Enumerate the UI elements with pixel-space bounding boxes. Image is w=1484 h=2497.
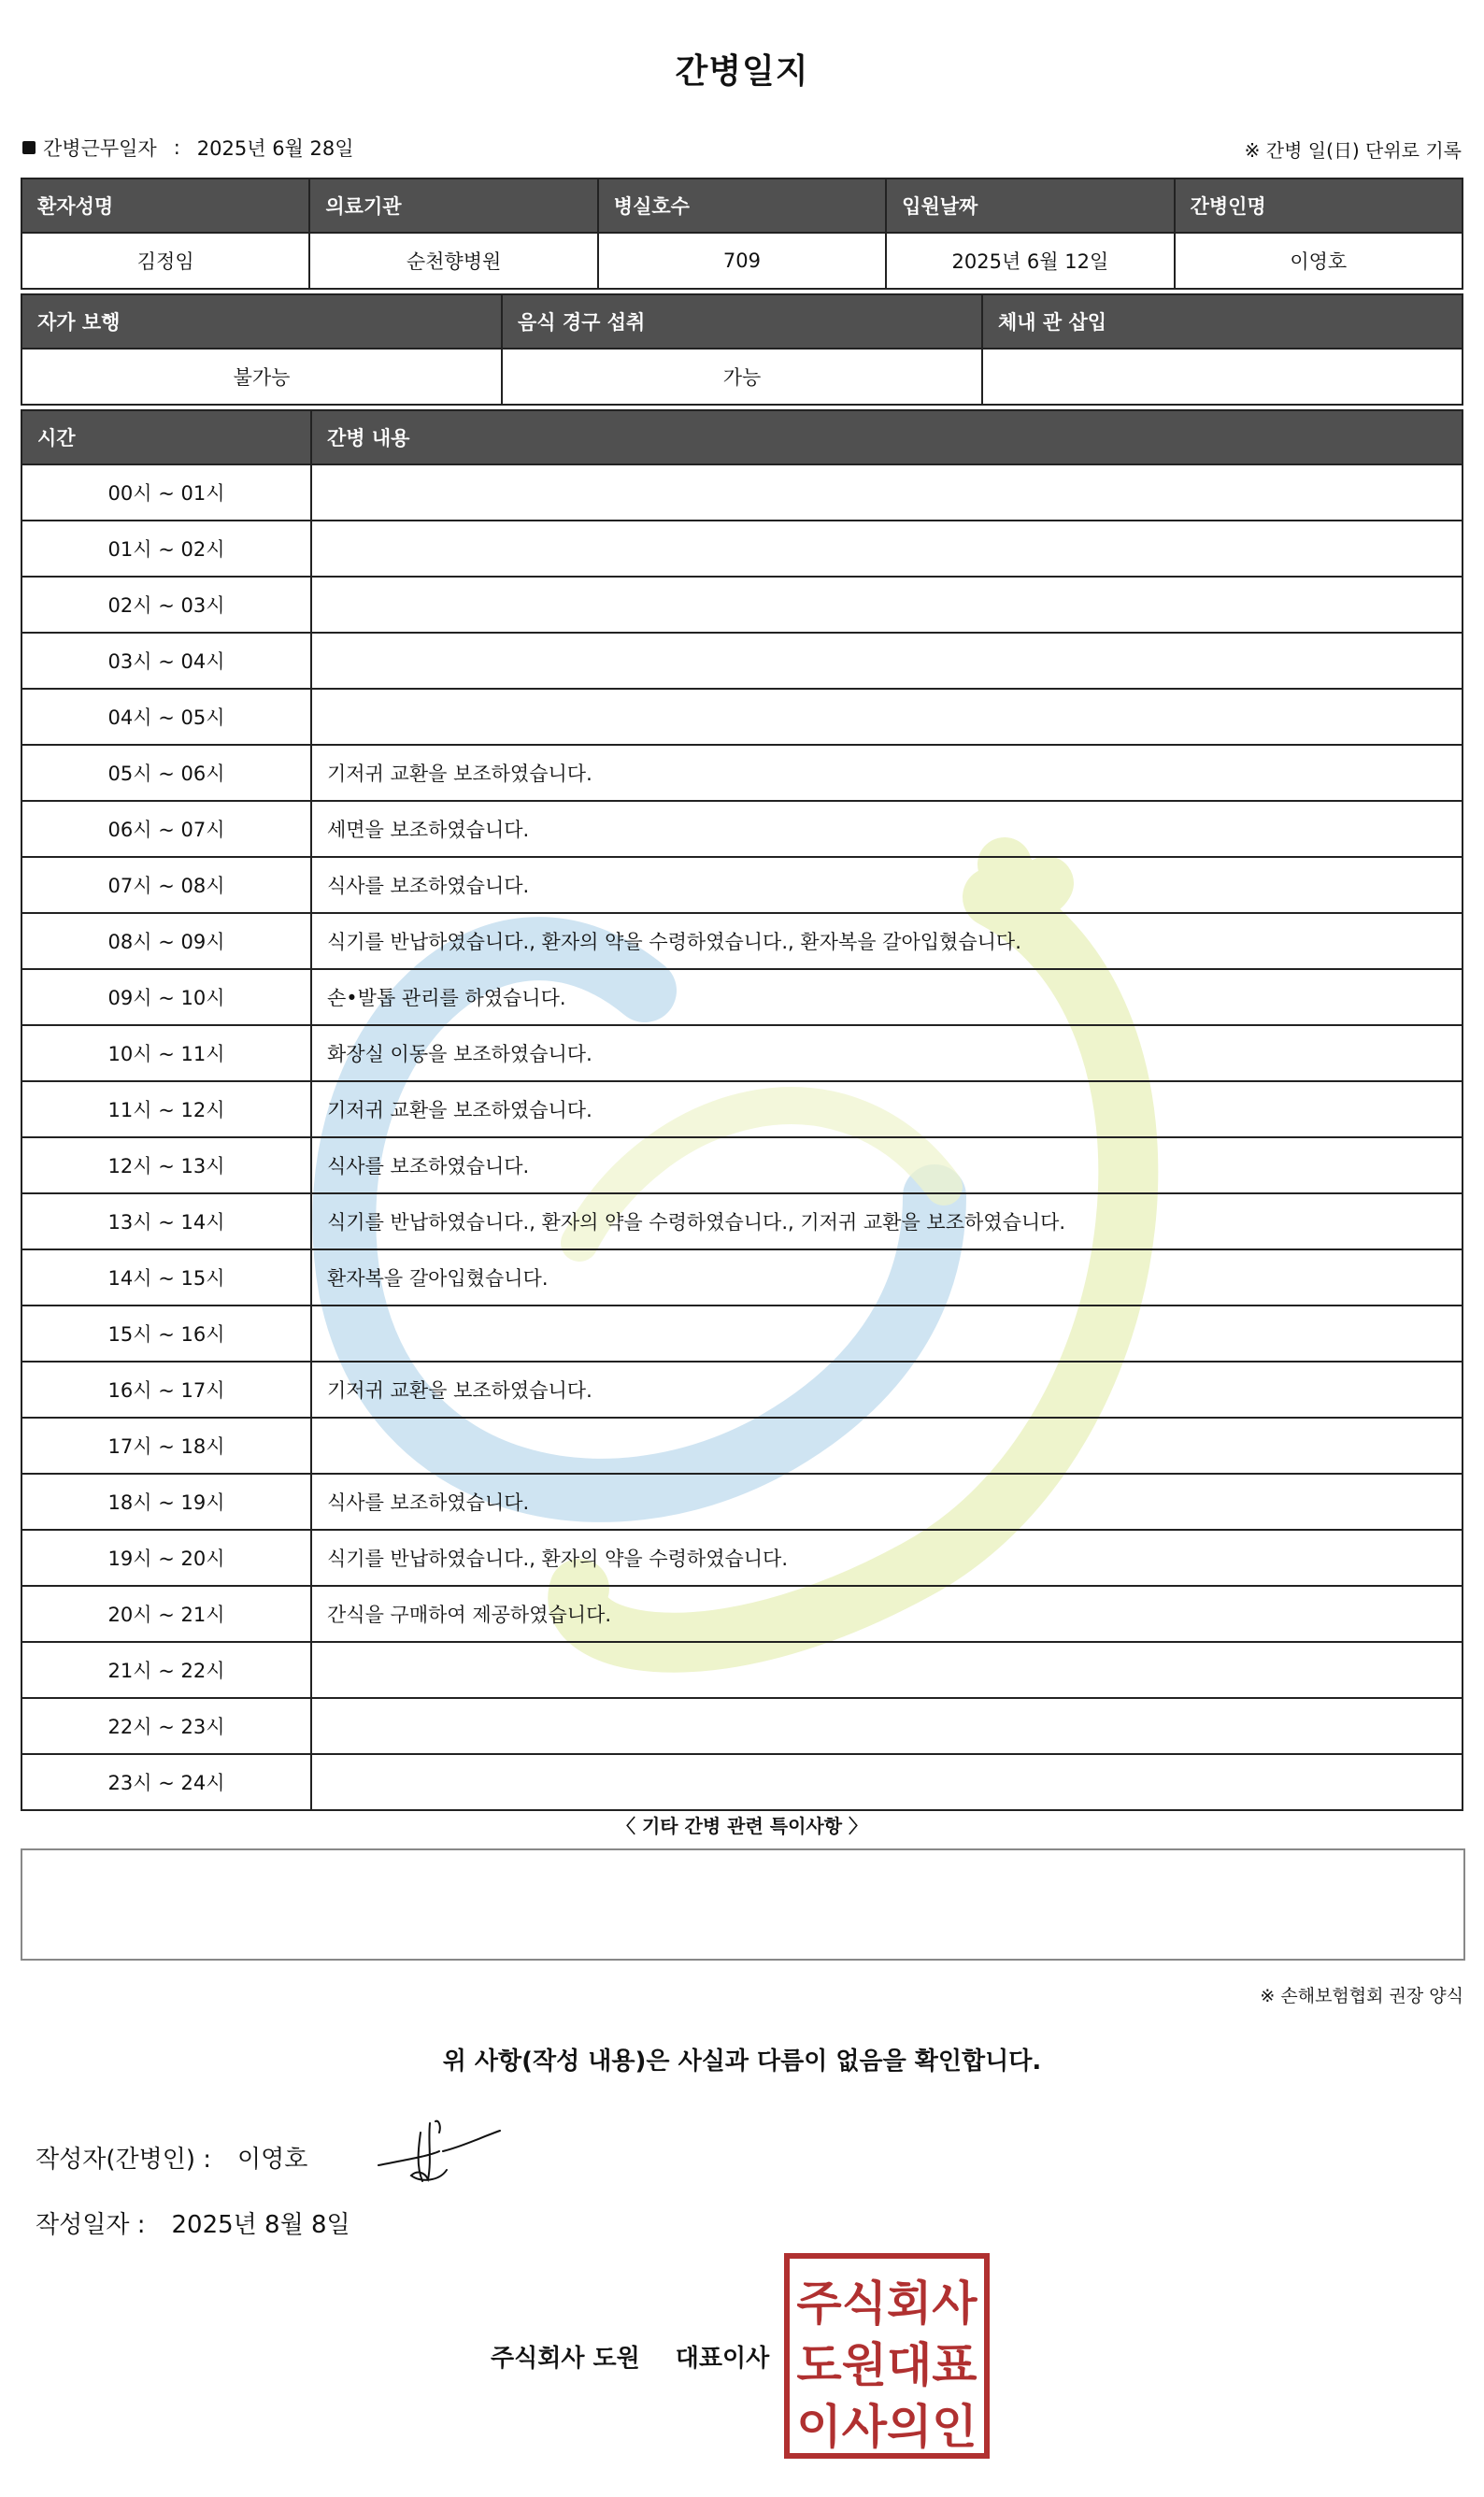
- time-cell: 05시 ~ 06시: [21, 745, 311, 801]
- header-patient-name: 환자성명: [21, 178, 309, 233]
- time-cell: 15시 ~ 16시: [21, 1306, 311, 1362]
- table-row: [21, 521, 1463, 577]
- time-cell: 13시 ~ 14시: [21, 1193, 311, 1249]
- content-cell: [311, 521, 1463, 577]
- patient-name-value: 김정임: [21, 233, 309, 289]
- writer-row: [36, 2140, 307, 2175]
- time-cell: 23시 ~ 24시: [21, 1754, 311, 1810]
- patient-status-table: [21, 293, 1463, 406]
- record-note: ※ 간병 일(日) 단위로 기록: [1244, 139, 1462, 162]
- time-cell: 06시 ~ 07시: [21, 801, 311, 857]
- table-row: [21, 1306, 1463, 1362]
- table-row: [21, 1530, 1463, 1586]
- table-row: [21, 913, 1463, 969]
- content-cell: [311, 633, 1463, 689]
- work-date-colon: :: [173, 136, 180, 159]
- care-log-table: [21, 409, 1463, 1811]
- time-cell: 09시 ~ 10시: [21, 969, 311, 1025]
- work-date-row: [22, 134, 354, 162]
- patient-info-header-row: [21, 178, 1463, 233]
- content-cell: 기저귀 교환을 보조하였습니다.: [311, 1081, 1463, 1137]
- time-cell: 18시 ~ 19시: [21, 1474, 311, 1530]
- company-name: 주식회사 도원: [491, 2345, 640, 2373]
- content-cell: 식기를 반납하였습니다., 환자의 약을 수령하였습니다., 기저귀 교환을 보조하였습니다.: [311, 1193, 1463, 1249]
- content-cell: 환자복을 갈아입혔습니다.: [311, 1249, 1463, 1306]
- table-row: [21, 1698, 1463, 1754]
- patient-status-value-row: [21, 349, 1463, 405]
- content-cell: [311, 464, 1463, 521]
- special-notes-box: [21, 1848, 1465, 1961]
- header-hospital: 의료기관: [309, 178, 597, 233]
- table-row: [21, 633, 1463, 689]
- header-room-number: 병실호수: [598, 178, 886, 233]
- content-cell: 식사를 보조하였습니다.: [311, 1137, 1463, 1193]
- work-date-value: 2025년 6월 28일: [196, 137, 354, 160]
- time-cell: 22시 ~ 23시: [21, 1698, 311, 1754]
- table-row: [21, 1754, 1463, 1810]
- content-cell: [311, 577, 1463, 633]
- table-row: [21, 1137, 1463, 1193]
- special-notes-title: 〈 기타 간병 관련 특이사항 〉: [616, 1815, 867, 1837]
- content-cell: [311, 1698, 1463, 1754]
- time-cell: 01시 ~ 02시: [21, 521, 311, 577]
- table-row: [21, 1418, 1463, 1474]
- room-number-value: 709: [598, 233, 886, 289]
- content-cell: 기저귀 교환을 보조하였습니다.: [311, 1362, 1463, 1418]
- content-cell: 세면을 보조하였습니다.: [311, 801, 1463, 857]
- tube-insertion-value: [982, 349, 1463, 405]
- time-cell: 07시 ~ 08시: [21, 857, 311, 913]
- care-log-header-row: [21, 410, 1463, 464]
- time-cell: 21시 ~ 22시: [21, 1642, 311, 1698]
- time-cell: 11시 ~ 12시: [21, 1081, 311, 1137]
- caregiver-name-value: 이영호: [1175, 233, 1463, 289]
- table-row: [21, 464, 1463, 521]
- table-row: [21, 1474, 1463, 1530]
- time-cell: 00시 ~ 01시: [21, 464, 311, 521]
- patient-info-value-row: [21, 233, 1463, 289]
- table-row: [21, 1249, 1463, 1306]
- table-row: [21, 1362, 1463, 1418]
- time-cell: 17시 ~ 18시: [21, 1418, 311, 1474]
- header-caregiver-name: 간병인명: [1175, 178, 1463, 233]
- company-row: [491, 2339, 769, 2374]
- oral-intake-value: 가능: [502, 349, 982, 405]
- table-row: [21, 577, 1463, 633]
- header-tube-insertion: 체내 관 삽입: [982, 294, 1463, 349]
- self-walking-value: 불가능: [21, 349, 502, 405]
- hospital-value: 순천향병원: [309, 233, 597, 289]
- content-cell: 화장실 이동을 보조하였습니다.: [311, 1025, 1463, 1081]
- content-cell: [311, 1418, 1463, 1474]
- time-cell: 12시 ~ 13시: [21, 1137, 311, 1193]
- patient-status-header-row: [21, 294, 1463, 349]
- written-date-row: [36, 2205, 350, 2240]
- time-cell: 19시 ~ 20시: [21, 1530, 311, 1586]
- table-row: [21, 801, 1463, 857]
- seal-line-3: 이사의인: [796, 2400, 977, 2454]
- time-cell: 02시 ~ 03시: [21, 577, 311, 633]
- table-row: [21, 1081, 1463, 1137]
- written-date-label: 작성일자 :: [36, 2211, 146, 2239]
- table-row: [21, 689, 1463, 745]
- content-cell: [311, 689, 1463, 745]
- company-seal-stamp: [783, 2252, 991, 2460]
- table-row: [21, 1642, 1463, 1698]
- table-row: [21, 969, 1463, 1025]
- written-date-value: 2025년 8월 8일: [171, 2211, 350, 2239]
- content-cell: [311, 1642, 1463, 1698]
- time-cell: 03시 ~ 04시: [21, 633, 311, 689]
- table-row: [21, 857, 1463, 913]
- content-cell: 식기를 반납하였습니다., 환자의 약을 수령하였습니다., 환자복을 갈아입혔습니다.: [311, 913, 1463, 969]
- table-row: [21, 1025, 1463, 1081]
- form-note: ※ 손해보험협회 권장 양식: [1260, 1986, 1463, 2006]
- bullet-square-icon: [22, 141, 36, 154]
- admission-date-value: 2025년 6월 12일: [886, 233, 1174, 289]
- page-title: 간병일지: [675, 52, 809, 91]
- table-row: [21, 1193, 1463, 1249]
- content-cell: [311, 1754, 1463, 1810]
- writer-label: 작성자(간병인) :: [36, 2146, 212, 2174]
- signature-image: [374, 2114, 505, 2189]
- header-admission-date: 입원날짜: [886, 178, 1174, 233]
- header-oral-intake: 음식 경구 섭취: [502, 294, 982, 349]
- seal-line-2: 도원대표: [796, 2338, 977, 2392]
- content-cell: 식기를 반납하였습니다., 환자의 약을 수령하였습니다.: [311, 1530, 1463, 1586]
- content-cell: 간식을 구매하여 제공하였습니다.: [311, 1586, 1463, 1642]
- header-time: 시간: [21, 410, 311, 464]
- content-cell: 기저귀 교환을 보조하였습니다.: [311, 745, 1463, 801]
- content-cell: 식사를 보조하였습니다.: [311, 1474, 1463, 1530]
- header-care-content: 간병 내용: [311, 410, 1463, 464]
- time-cell: 14시 ~ 15시: [21, 1249, 311, 1306]
- patient-info-table: [21, 178, 1463, 290]
- content-cell: 식사를 보조하였습니다.: [311, 857, 1463, 913]
- time-cell: 10시 ~ 11시: [21, 1025, 311, 1081]
- header-self-walking: 자가 보행: [21, 294, 502, 349]
- representative-title: 대표이사: [675, 2345, 770, 2373]
- time-cell: 04시 ~ 05시: [21, 689, 311, 745]
- content-cell: [311, 1306, 1463, 1362]
- time-cell: 08시 ~ 09시: [21, 913, 311, 969]
- table-row: [21, 1586, 1463, 1642]
- writer-name: 이영호: [237, 2146, 308, 2174]
- work-date-label: 간병근무일자: [43, 137, 157, 160]
- time-cell: 16시 ~ 17시: [21, 1362, 311, 1418]
- time-cell: 20시 ~ 21시: [21, 1586, 311, 1642]
- content-cell: 손•발톱 관리를 하였습니다.: [311, 969, 1463, 1025]
- table-row: [21, 745, 1463, 801]
- confirm-statement: 위 사항(작성 내용)은 사실과 다름이 없음을 확인합니다.: [442, 2048, 1042, 2076]
- seal-line-1: 주식회사: [796, 2276, 977, 2331]
